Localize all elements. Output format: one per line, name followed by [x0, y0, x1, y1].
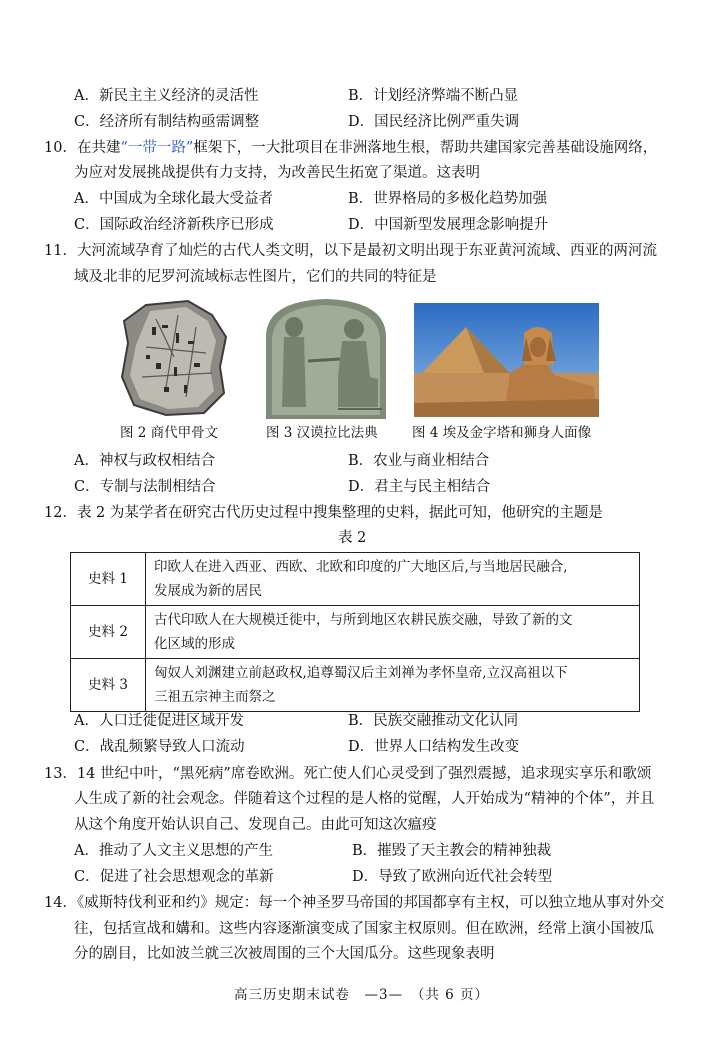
q10-option-b: B．世界格局的多极化趋势加强 — [348, 191, 548, 207]
table-row-text-line: 匈奴人刘渊建立前赵政权,追尊蜀汉后主刘禅为孝怀皇帝,立汉高祖以下 — [154, 665, 568, 681]
q12-option-b: B．民族交融推动文化认同 — [348, 713, 519, 729]
table-2-title: 表 2 — [338, 530, 367, 546]
oracle-bone-image — [116, 297, 236, 419]
q11-option-c: C．专制与法制相结合 — [74, 479, 216, 495]
q9-option-a: A．新民主主义经济的灵活性 — [74, 88, 259, 104]
table-row-label: 史料 1 — [71, 553, 146, 606]
q13-option-d: D．导致了欧洲向近代社会转型 — [352, 869, 553, 885]
q10-highlight-text: “一带一路” — [120, 140, 194, 156]
q12-option-a: A．人口迁徙促进区域开发 — [74, 713, 244, 729]
table-row-text-line: 发展成为新的居民 — [154, 583, 262, 599]
q13-stem-line1: 13．14 世纪中叶，“黑死病”席卷欧洲。死亡使人们心灵受到了强烈震撼，追求现实享乐和歌颂 — [44, 766, 652, 782]
q9-option-b: B．计划经济弊端不断凸显 — [348, 88, 519, 104]
table-row-text-line: 古代印欧人在大规模迁徙中，与所到地区农耕民族交融，导致了新的文 — [154, 612, 573, 628]
figure-4-caption: 图 4 埃及金字塔和狮身人面像 — [412, 425, 592, 441]
q10-stem-suffix: 框架下，一大批项目在非洲落地生根，帮助共建国家完善基础设施网络， — [193, 140, 658, 156]
q14-stem-line3: 分的剧目，比如波兰就三次被周围的三个大国瓜分。这些现象表明 — [74, 946, 495, 962]
table-row-label: 史料 3 — [71, 659, 146, 712]
q10-stem-line2: 为应对发展挑战提供有力支持，为改善民生拓宽了渠道。这表明 — [74, 165, 480, 181]
pyramid-sphinx-image — [414, 303, 599, 417]
table-row-label: 史料 2 — [71, 606, 146, 659]
table-row-text-line: 三祖五宗神主而祭之 — [154, 689, 276, 705]
q14-stem-line2: 往，包括宣战和媾和。这些内容逐渐演变成了国家主权原则。但在欧洲，经常上演小国被瓜 — [74, 921, 654, 937]
q13-option-c: C．促进了社会思想观念的革新 — [74, 869, 274, 885]
q9-option-d: D．国民经济比例严重失调 — [348, 114, 520, 130]
table-row — [71, 553, 640, 606]
q11-stem-line1: 11．大河流域孕育了灿烂的古代人类文明，以下是最初文明出现于东亚黄河流域、西亚的两河流 — [44, 243, 657, 259]
q11-option-d: D．君主与民主相结合 — [348, 479, 491, 495]
q12-option-d: D．世界人口结构发生改变 — [348, 739, 520, 755]
q11-stem-line2: 域及北非的尼罗河流域标志性图片，它们的共同的特征是 — [74, 269, 437, 285]
hammurabi-stele-image — [258, 297, 394, 419]
q10-stem-line1 — [44, 138, 657, 158]
figure-2-caption: 图 2 商代甲骨文 — [120, 425, 219, 441]
q13-stem-line2: 人生成了新的社会观念。伴随着这个过程的是人格的觉醒，人开始成为“精神的个体”，并且 — [74, 791, 655, 807]
page-footer: 高三历史期末试卷 —3— （共 6 页） — [233, 987, 489, 1003]
table-row — [71, 606, 640, 659]
q10-option-a: A．中国成为全球化最大受益者 — [74, 191, 273, 207]
table-row-content — [146, 553, 640, 606]
table-row-text-line: 印欧人在进入西亚、西欧、北欧和印度的广大地区后,与当地居民融合, — [154, 559, 568, 575]
q12-option-c: C．战乱频繁导致人口流动 — [74, 739, 245, 755]
q12-stem: 12．表 2 为某学者在研究古代历史过程中搜集整理的史料，据此可知，他研究的主题是 — [44, 505, 603, 521]
table-row-content — [146, 659, 640, 712]
q10-stem-prefix: 10．在共建 — [44, 140, 121, 156]
q11-option-b: B．农业与商业相结合 — [348, 453, 490, 469]
q13-option-a: A．推动了人文主义思想的产生 — [74, 843, 273, 859]
q11-option-a: A．神权与政权相结合 — [74, 453, 215, 469]
q10-option-d: D．中国新型发展理念影响提升 — [348, 217, 549, 233]
table-row-text-line: 化区域的形成 — [154, 636, 235, 652]
q14-stem-line1: 14．《威斯特伐利亚和约》规定：每一个神圣罗马帝国的邦国都享有主权，可以独立地从事对外交 — [44, 895, 665, 911]
q10-option-c: C．国际政治经济新秩序已形成 — [74, 217, 274, 233]
figure-3-caption: 图 3 汉谟拉比法典 — [266, 425, 378, 441]
table-row — [71, 659, 640, 712]
q9-option-c: C．经济所有制结构亟需调整 — [74, 114, 260, 130]
table-row-content — [146, 606, 640, 659]
q13-option-b: B．摧毁了天主教会的精神独裁 — [352, 843, 552, 859]
q13-stem-line3: 从这个角度开始认识自己、发现自己。由此可知这次瘟疫 — [74, 817, 437, 833]
source-table — [70, 552, 640, 712]
